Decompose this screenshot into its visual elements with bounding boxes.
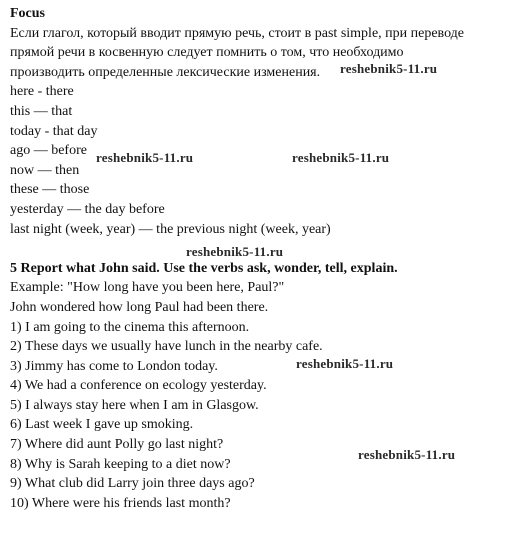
- change-this-that: this — that: [10, 103, 73, 119]
- change-today-that-day: today - that day: [10, 123, 98, 139]
- exercise-item-5: 5) I always stay here when I am in Glasgow.: [10, 397, 259, 413]
- watermark: reshebnik5-11.ru: [186, 244, 284, 259]
- watermark: reshebnik5-11.ru: [340, 61, 438, 76]
- exercise-title: 5 Report what John said. Use the verbs ask, wonder, tell, explain.: [10, 260, 398, 276]
- exercise-item-1: 1) I am going to the cinema this afternoon.: [10, 319, 250, 335]
- watermark: reshebnik5-11.ru: [358, 447, 456, 462]
- exercise-item-9: 9) What club did Larry join three days ago?: [10, 476, 255, 492]
- focus-heading: Focus: [10, 6, 45, 21]
- watermark: reshebnik5-11.ru: [292, 150, 390, 165]
- change-yesterday: yesterday — the day before: [10, 201, 165, 217]
- exercise-item-7: 7) Where did aunt Polly go last night?: [10, 437, 224, 453]
- exercise-item-2: 2) These days we usually have lunch in the nearby cafe.: [10, 339, 323, 355]
- example-line: Example: "How long have you been here, Paul?": [10, 280, 285, 296]
- watermark: reshebnik5-11.ru: [296, 356, 394, 371]
- change-ago-before: ago — before: [10, 143, 87, 159]
- exercise-item-6: 6) Last week I gave up smoking.: [10, 417, 194, 433]
- intro-line-1: Если глагол, который вводит прямую речь, стоит в past simple, при переводе: [10, 25, 465, 41]
- watermark: reshebnik5-11.ru: [96, 150, 194, 165]
- change-now-then: now — then: [10, 162, 80, 178]
- intro-line-2: прямой речи в косвенную следует помнить о том, что необходимо: [10, 45, 404, 61]
- exercise-item-8: 8) Why is Sarah keeping to a diet now?: [10, 456, 231, 472]
- example-answer: John wondered how long Paul had been there.: [10, 299, 269, 315]
- intro-line-3: производить определенные лексические изменения.: [10, 64, 321, 80]
- change-these-those: these — those: [10, 182, 90, 198]
- exercise-item-3: 3) Jimmy has come to London today.: [10, 358, 218, 374]
- change-here-there: here - there: [10, 84, 74, 100]
- exercise-item-10: 10) Where were his friends last month?: [10, 495, 231, 511]
- change-last-night: last night (week, year) — the previous night (week, year): [10, 221, 331, 237]
- exercise-item-4: 4) We had a conference on ecology yesterday.: [10, 378, 267, 394]
